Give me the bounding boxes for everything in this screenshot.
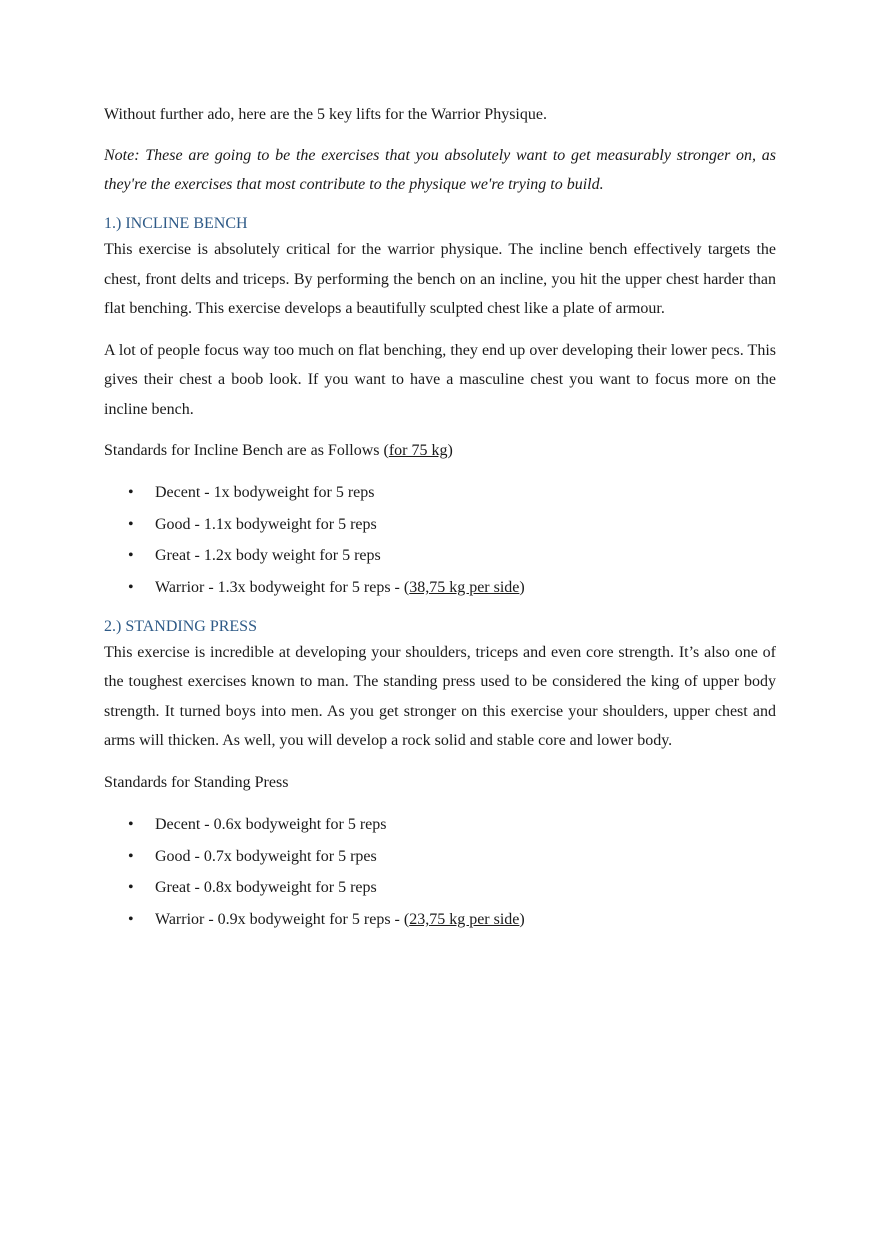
incline-bench-paragraph-2: A lot of people focus way too much on flat benching, they end up over developing their lower pecs. This gives their chest a boob look. If you want to have a masculine chest you want to focus more on the incline bench. — [104, 341, 776, 418]
incline-bench-standards — [104, 436, 776, 465]
intro-paragraph: Without further ado, here are the 5 key lifts for the Warrior Physique. — [104, 106, 547, 123]
list-item — [104, 809, 776, 841]
bullet-icon: • — [128, 515, 134, 533]
list-item — [104, 477, 776, 509]
list-item — [104, 841, 776, 873]
list-item-suffix: ) — [519, 910, 525, 928]
list-item-text: Great - 1.2x body weight for 5 reps — [155, 547, 381, 565]
bullet-icon: • — [128, 847, 134, 865]
list-item-text: Decent - 1x bodyweight for 5 reps — [155, 484, 375, 501]
list-item — [104, 904, 776, 936]
list-item — [104, 540, 776, 572]
list-item — [104, 572, 776, 604]
list-item-text: Good - 0.7x bodyweight for 5 rpes — [155, 847, 377, 865]
bullet-icon: • — [128, 547, 134, 565]
per-side-weight-link[interactable]: 23,75 kg per side — [409, 910, 520, 928]
list-item-text: Good - 1.1x bodyweight for 5 reps — [155, 515, 377, 533]
list-item-text: Great - 0.8x bodyweight for 5 reps — [155, 879, 377, 897]
section-heading-standing-press: 2.) STANDING PRESS — [104, 617, 257, 635]
standards-suffix: ) — [447, 442, 453, 459]
standards-prefix: Standards for Incline Bench are as Follows ( — [104, 442, 389, 459]
standing-press-standards-list — [104, 809, 776, 936]
standing-press-standards: Standards for Standing Press — [104, 773, 289, 791]
standards-weight-link[interactable]: for 75 kg — [388, 442, 448, 459]
list-item — [104, 872, 776, 904]
incline-bench-paragraph-1: This exercise is absolutely critical for the warrior physique. The incline bench effectively targets the chest, front delts and triceps. By performing the bench on an incline, you hit the upper chest harder than flat benching. This exercise develops a beautifully sculpted chest like a plate of armour. — [104, 241, 776, 317]
per-side-weight-link[interactable]: 38,75 kg per side — [409, 579, 520, 597]
list-item-text — [155, 911, 525, 928]
list-item-text: Decent - 0.6x bodyweight for 5 reps — [155, 815, 387, 833]
bullet-icon: • — [128, 579, 134, 597]
bullet-icon: • — [128, 484, 134, 501]
bullet-icon: • — [128, 815, 134, 833]
list-item-prefix: Warrior - 0.9x bodyweight for 5 reps - ( — [155, 910, 410, 928]
standing-press-paragraph-1: This exercise is incredible at developing your shoulders, triceps and even core strength. It’s also one of the toughest exercises known to man. The standing press used to be considered the king of upper body strength. It turned boys into men. As you get stronger on this exercise your shoulders, upper chest and arms will thicken. As well, you will develop a rock solid and stable core and lower body. — [104, 643, 776, 750]
list-item — [104, 509, 776, 541]
bullet-icon: • — [128, 910, 134, 928]
list-item-suffix: ) — [519, 579, 525, 597]
section-heading-incline-bench: 1.) INCLINE BENCH — [104, 215, 248, 232]
note-paragraph: Note: These are going to be the exercises that you absolutely want to get measurably stronger on, as they're the exercises that most contribute to the physique we're trying to build. — [104, 147, 776, 193]
list-item-prefix: Warrior - 1.3x bodyweight for 5 reps - ( — [155, 579, 410, 597]
list-item-text — [155, 579, 525, 596]
incline-bench-standards-list — [104, 477, 776, 604]
bullet-icon: • — [128, 879, 134, 897]
document-page — [104, 100, 776, 948]
